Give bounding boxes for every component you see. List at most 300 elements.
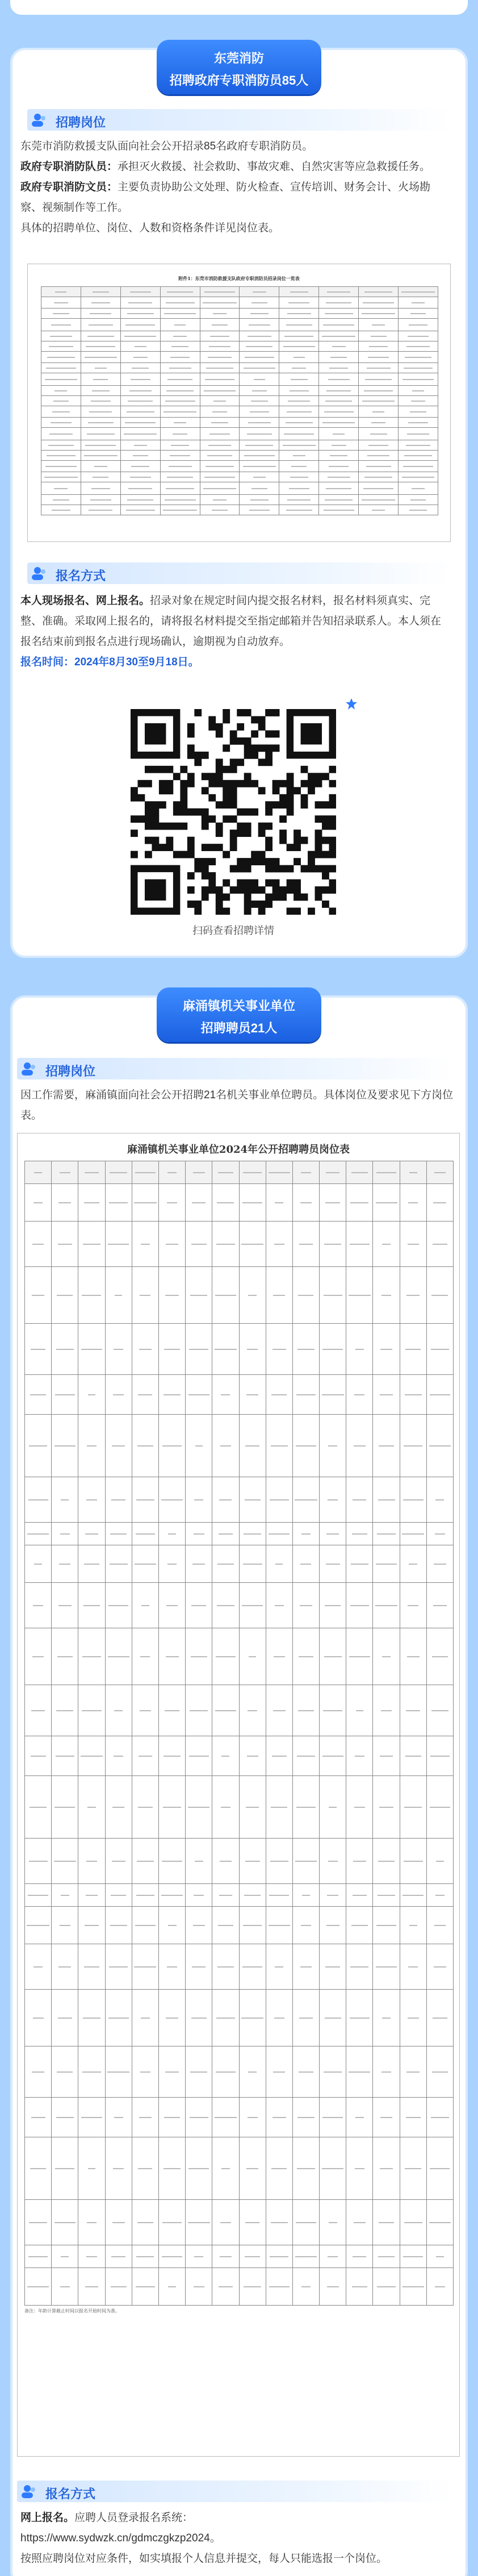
cell-text-placeholder xyxy=(81,2117,102,2118)
cell-text-placeholder xyxy=(406,1710,420,1711)
cell-text-placeholder xyxy=(246,1807,259,1808)
cell-text-placeholder xyxy=(61,1499,69,1500)
cell-text-placeholder xyxy=(56,1349,74,1350)
qr-module xyxy=(293,894,301,901)
table-cell xyxy=(25,2098,52,2137)
table-cell xyxy=(240,461,279,472)
qr-module xyxy=(202,823,209,830)
table-cell xyxy=(346,1685,373,1736)
cell-text-placeholder xyxy=(245,1861,260,1862)
table-cell xyxy=(240,396,279,406)
table-cell xyxy=(279,418,319,428)
qr-module xyxy=(279,837,287,844)
table-cell xyxy=(200,373,240,386)
cell-text-placeholder xyxy=(326,302,351,303)
table-cell xyxy=(266,1222,292,1267)
cell-text-placeholder xyxy=(136,1499,154,1500)
table-cell xyxy=(400,1628,426,1685)
table-cell xyxy=(400,1415,426,1477)
table-cell xyxy=(279,482,319,495)
qr-module xyxy=(244,908,251,915)
table-cell xyxy=(399,386,438,396)
cell-text-placeholder xyxy=(85,357,117,358)
cell-text-placeholder xyxy=(134,1202,156,1203)
cell-text-placeholder xyxy=(134,1966,156,1968)
table-cell xyxy=(292,1944,319,1990)
cell-text-placeholder xyxy=(33,1605,43,1606)
cell-text-placeholder xyxy=(32,1244,43,1245)
cell-text-placeholder xyxy=(377,2286,396,2287)
table-cell xyxy=(78,1944,105,1990)
cell-text-placeholder xyxy=(134,445,147,446)
qr-module xyxy=(208,794,216,802)
cell-text-placeholder xyxy=(295,1499,317,1500)
table-row xyxy=(41,461,438,472)
table-cell xyxy=(399,428,438,440)
cell-text-placeholder xyxy=(364,477,392,478)
apply-text: 应聘人员登录报名系统： xyxy=(74,2512,194,2524)
table-cell xyxy=(346,1990,373,2046)
cell-text-placeholder xyxy=(128,302,152,303)
cell-text-placeholder xyxy=(110,1172,127,1173)
cell-text-placeholder xyxy=(206,466,233,467)
table-cell xyxy=(81,386,120,396)
qr-module xyxy=(272,879,280,887)
qr-module xyxy=(251,730,258,737)
table-cell xyxy=(359,373,399,386)
table-cell xyxy=(399,505,438,515)
table-row xyxy=(25,1990,454,2046)
table-cell xyxy=(373,1375,400,1415)
table-cell xyxy=(279,428,319,440)
cell-text-placeholder xyxy=(51,422,71,423)
table-cell xyxy=(426,1222,453,1267)
cell-text-placeholder xyxy=(299,1656,313,1657)
cell-text-placeholder xyxy=(162,2256,183,2257)
cell-text-placeholder xyxy=(324,510,354,511)
table-cell xyxy=(240,363,279,373)
cell-text-placeholder xyxy=(85,1533,98,1535)
table-cell xyxy=(426,1839,453,1884)
qr-module xyxy=(216,723,223,731)
qr-module xyxy=(244,879,251,887)
table-cell xyxy=(52,1736,78,1776)
table-row xyxy=(41,386,438,396)
table-cell xyxy=(400,2268,426,2306)
qr-module xyxy=(258,901,266,908)
table-cell xyxy=(120,461,160,472)
qr-module xyxy=(223,851,230,858)
table-cell xyxy=(279,472,319,482)
qr-module xyxy=(208,773,216,780)
cell-text-placeholder xyxy=(406,445,431,446)
table-cell xyxy=(426,1907,453,1944)
table-cell xyxy=(25,1184,52,1222)
cell-text-placeholder xyxy=(83,2018,100,2019)
qr-module xyxy=(293,886,301,894)
qr-code[interactable] xyxy=(131,709,336,915)
qr-module xyxy=(208,716,216,723)
cell-text-placeholder xyxy=(372,510,385,511)
cell-text-placeholder xyxy=(251,401,268,402)
cell-text-placeholder xyxy=(288,302,309,303)
cell-text-placeholder xyxy=(302,1895,310,1896)
cell-text-placeholder xyxy=(114,2117,123,2118)
table-cell xyxy=(105,2137,132,2200)
cell-text-placeholder xyxy=(219,1499,232,1500)
table-cell xyxy=(359,319,399,331)
table-cell xyxy=(346,2046,373,2098)
qr-module xyxy=(187,851,195,858)
cell-text-placeholder xyxy=(52,411,70,412)
table-cell xyxy=(120,440,160,451)
table-cell xyxy=(200,461,240,472)
qr-module xyxy=(166,787,173,794)
table-cell xyxy=(105,2046,132,2098)
cell-text-placeholder xyxy=(269,1925,290,1926)
qr-module xyxy=(187,808,195,816)
table-cell xyxy=(25,1736,52,1776)
qr-module xyxy=(329,886,336,894)
table-cell xyxy=(239,1839,266,1884)
table-cell xyxy=(41,428,81,440)
qr-module xyxy=(194,908,202,915)
qr-module xyxy=(166,823,173,830)
cell-text-placeholder xyxy=(141,1244,150,1245)
cell-text-placeholder xyxy=(209,346,230,347)
cell-text-placeholder xyxy=(293,357,305,358)
cell-text-placeholder xyxy=(245,1499,261,1500)
table-cell xyxy=(346,1884,373,1907)
qr-module xyxy=(272,780,280,787)
table-cell xyxy=(81,341,120,352)
qr-module xyxy=(208,879,216,887)
cell-text-placeholder xyxy=(166,390,194,391)
table-cell xyxy=(25,1990,52,2046)
table-cell xyxy=(132,1523,158,1545)
table-cell xyxy=(158,2046,185,2098)
table-cell xyxy=(346,1184,373,1222)
cell-text-placeholder xyxy=(85,445,116,446)
table-cell xyxy=(160,440,200,451)
qr-module xyxy=(287,886,294,894)
table-cell xyxy=(373,1267,400,1324)
table-cell xyxy=(52,1583,78,1628)
table-cell xyxy=(200,482,240,495)
table-cell xyxy=(25,1161,52,1184)
cell-text-placeholder xyxy=(27,2286,49,2287)
cell-text-placeholder xyxy=(31,1710,45,1711)
cell-text-placeholder xyxy=(82,1295,101,1296)
cell-text-placeholder xyxy=(31,1349,45,1350)
table-cell xyxy=(319,418,359,428)
qr-module xyxy=(251,752,258,759)
table-cell xyxy=(239,1944,266,1990)
table-cell xyxy=(373,1545,400,1583)
cell-text-placeholder xyxy=(252,390,266,391)
cell-text-placeholder xyxy=(136,1895,155,1896)
cell-text-placeholder xyxy=(140,1710,151,1711)
cell-text-placeholder xyxy=(138,1807,153,1808)
cell-text-placeholder xyxy=(195,1445,203,1447)
qr-module xyxy=(265,744,272,752)
cell-text-placeholder xyxy=(110,1564,128,1565)
table-title: 麻涌镇机关事业单位2024年公开招聘聘员岗位表 xyxy=(127,1144,350,1156)
cell-text-placeholder xyxy=(167,1172,176,1173)
people-icon xyxy=(20,2484,37,2499)
cell-text-placeholder xyxy=(299,2018,312,2019)
table-cell xyxy=(52,2245,78,2268)
table-cell xyxy=(132,1944,158,1990)
table-cell xyxy=(279,461,319,472)
cell-text-placeholder xyxy=(431,1295,448,1296)
cell-text-placeholder xyxy=(91,488,110,489)
table-cell xyxy=(239,2046,266,2098)
table-cell xyxy=(105,1628,132,1685)
cell-text-placeholder xyxy=(380,2168,393,2169)
cell-text-placeholder xyxy=(433,1202,446,1203)
cell-text-placeholder xyxy=(291,379,307,380)
table-cell xyxy=(120,309,160,319)
cell-text-placeholder xyxy=(326,488,351,489)
table-cell xyxy=(160,331,200,341)
table-cell xyxy=(132,1267,158,1324)
cell-text-placeholder xyxy=(112,1861,125,1862)
cell-text-placeholder xyxy=(109,1966,128,1968)
table-row xyxy=(25,1415,454,1477)
table-cell xyxy=(266,1944,292,1990)
cell-text-placeholder xyxy=(137,2222,153,2223)
cell-text-placeholder xyxy=(164,1349,180,1350)
table-cell xyxy=(105,1477,132,1523)
cell-text-placeholder xyxy=(216,1656,235,1657)
table-cell xyxy=(81,505,120,515)
cell-text-placeholder xyxy=(274,2018,284,2019)
cell-text-placeholder xyxy=(169,368,191,369)
cell-text-placeholder xyxy=(93,291,109,293)
table-cell xyxy=(240,406,279,418)
table-cell xyxy=(279,373,319,386)
cell-text-placeholder xyxy=(110,1925,127,1926)
cell-text-placeholder xyxy=(48,445,74,446)
table-cell xyxy=(373,1184,400,1222)
cell-text-placeholder xyxy=(174,422,186,423)
qr-module xyxy=(315,886,322,894)
table-cell xyxy=(158,2268,185,2306)
cell-text-placeholder xyxy=(84,455,118,456)
table-cell xyxy=(105,1375,132,1415)
table-cell xyxy=(279,495,319,505)
section-header-apply xyxy=(27,562,451,584)
qr-module xyxy=(272,894,280,901)
qr-module xyxy=(287,844,294,851)
cell-text-placeholder xyxy=(28,2256,48,2257)
cell-text-placeholder xyxy=(245,1445,259,1447)
cell-text-placeholder xyxy=(288,401,310,402)
cell-text-placeholder xyxy=(322,1756,343,1757)
ribbon-dongguan-fire xyxy=(157,40,321,94)
qr-module xyxy=(329,879,336,887)
table-cell xyxy=(239,1776,266,1839)
apply-url[interactable]: https://www.sydwzk.cn/gdmczgkzp2024。 xyxy=(20,2532,221,2544)
table-cell xyxy=(292,1736,319,1776)
cell-text-placeholder xyxy=(91,302,110,303)
cell-text-placeholder xyxy=(355,1756,364,1757)
table-cell xyxy=(266,1736,292,1776)
table-cell xyxy=(186,2245,212,2268)
table-cell xyxy=(186,1884,212,1907)
qr-module xyxy=(180,766,187,773)
cell-text-placeholder xyxy=(164,2117,179,2118)
cell-text-placeholder xyxy=(191,1605,206,1606)
table-cell xyxy=(105,1839,132,1884)
cell-text-placeholder xyxy=(54,302,68,303)
qr-module xyxy=(322,872,329,879)
table-cell xyxy=(400,1839,426,1884)
qr-module xyxy=(194,758,202,766)
cell-text-placeholder xyxy=(59,1564,70,1565)
cell-text-placeholder xyxy=(298,1710,314,1711)
table-row xyxy=(25,1477,454,1523)
table-cell xyxy=(25,1267,52,1324)
qr-module xyxy=(216,901,223,908)
cell-text-placeholder xyxy=(326,390,351,391)
table-cell xyxy=(279,505,319,515)
table-cell xyxy=(186,2046,212,2098)
table-cell xyxy=(120,319,160,331)
table-cell xyxy=(78,2245,105,2268)
table-row xyxy=(25,1736,454,1776)
cell-text-placeholder xyxy=(58,1966,71,1968)
table-cell xyxy=(266,1839,292,1884)
qr-module xyxy=(279,780,287,787)
table-cell xyxy=(239,1545,266,1583)
cell-text-placeholder xyxy=(434,1966,447,1968)
qr-module xyxy=(279,830,287,837)
table-cell xyxy=(426,1375,453,1415)
cell-text-placeholder xyxy=(163,1394,181,1395)
cell-text-placeholder xyxy=(406,2071,420,2073)
cell-text-placeholder xyxy=(247,433,272,435)
cell-text-placeholder xyxy=(297,2168,316,2169)
table-row xyxy=(25,2245,454,2268)
table-cell xyxy=(132,1415,158,1477)
table-cell xyxy=(240,309,279,319)
table-row xyxy=(25,1375,454,1415)
cell-text-placeholder xyxy=(269,1895,289,1896)
table-cell xyxy=(25,1583,52,1628)
cell-text-placeholder xyxy=(436,2256,445,2257)
table-cell xyxy=(212,1267,239,1324)
cell-text-placeholder xyxy=(56,1710,73,1711)
table-cell xyxy=(399,440,438,451)
qr-module xyxy=(237,886,244,894)
cell-text-placeholder xyxy=(30,1394,47,1395)
cell-text-placeholder xyxy=(58,2018,72,2019)
table-cell xyxy=(120,428,160,440)
table-cell xyxy=(158,1944,185,1990)
table-cell xyxy=(212,1685,239,1736)
qr-module xyxy=(223,780,230,787)
table-cell xyxy=(81,287,120,297)
table-row xyxy=(25,1907,454,1944)
duty-label: 政府专职消防文员： xyxy=(20,181,118,193)
qr-module xyxy=(145,823,152,830)
table-cell xyxy=(400,2245,426,2268)
cell-text-placeholder xyxy=(286,422,313,423)
table-cell xyxy=(52,1776,78,1839)
table-cell xyxy=(212,1736,239,1776)
table-row xyxy=(41,451,438,461)
table-cell xyxy=(25,1839,52,1884)
qr-module xyxy=(152,844,159,851)
cell-text-placeholder xyxy=(245,2256,260,2257)
qr-module xyxy=(287,780,294,787)
qr-module xyxy=(173,823,181,830)
table-cell xyxy=(279,287,319,297)
cell-text-placeholder xyxy=(162,1445,182,1447)
cell-text-placeholder xyxy=(107,2071,129,2073)
cell-text-placeholder xyxy=(164,313,196,314)
table-cell xyxy=(25,1907,52,1944)
qr-module xyxy=(180,787,187,794)
table-cell xyxy=(200,406,240,418)
qr-module xyxy=(308,773,315,780)
cell-text-placeholder xyxy=(245,357,274,358)
cell-text-placeholder xyxy=(138,2168,152,2169)
table-cell xyxy=(25,1222,52,1267)
cell-text-placeholder xyxy=(167,1966,177,1968)
table-cell xyxy=(41,396,81,406)
table-cell xyxy=(319,495,359,505)
cell-text-placeholder xyxy=(436,1861,443,1862)
table-cell xyxy=(78,1990,105,2046)
table-row xyxy=(41,287,438,297)
cell-text-placeholder xyxy=(355,2117,364,2118)
table-cell xyxy=(132,2046,158,2098)
qr-module xyxy=(145,766,152,773)
table-cell xyxy=(426,2098,453,2137)
cell-text-placeholder xyxy=(111,2286,127,2287)
table-row xyxy=(41,319,438,331)
qr-module xyxy=(230,837,237,844)
table-cell xyxy=(120,373,160,386)
cell-text-placeholder xyxy=(380,1394,393,1395)
cell-text-placeholder xyxy=(93,379,108,380)
cell-text-placeholder xyxy=(378,1861,394,1862)
cell-text-placeholder xyxy=(60,1533,70,1535)
table-cell xyxy=(52,1628,78,1685)
table-cell xyxy=(158,1583,185,1628)
table-cell xyxy=(81,482,120,495)
table-cell xyxy=(426,1990,453,2046)
table-cell xyxy=(160,341,200,352)
qr-module xyxy=(315,780,322,787)
cell-text-placeholder xyxy=(216,2018,235,2019)
table-row xyxy=(41,418,438,428)
cell-text-placeholder xyxy=(58,1244,72,1245)
table-cell xyxy=(52,1685,78,1736)
cell-text-placeholder xyxy=(368,445,388,446)
cell-text-placeholder xyxy=(221,1756,229,1757)
table-cell xyxy=(266,2200,292,2245)
cell-text-placeholder xyxy=(248,2117,258,2118)
table-cell xyxy=(120,495,160,505)
qr-module xyxy=(230,801,237,808)
qr-module xyxy=(230,794,237,802)
table-row xyxy=(41,482,438,495)
cell-text-placeholder xyxy=(404,2222,422,2223)
